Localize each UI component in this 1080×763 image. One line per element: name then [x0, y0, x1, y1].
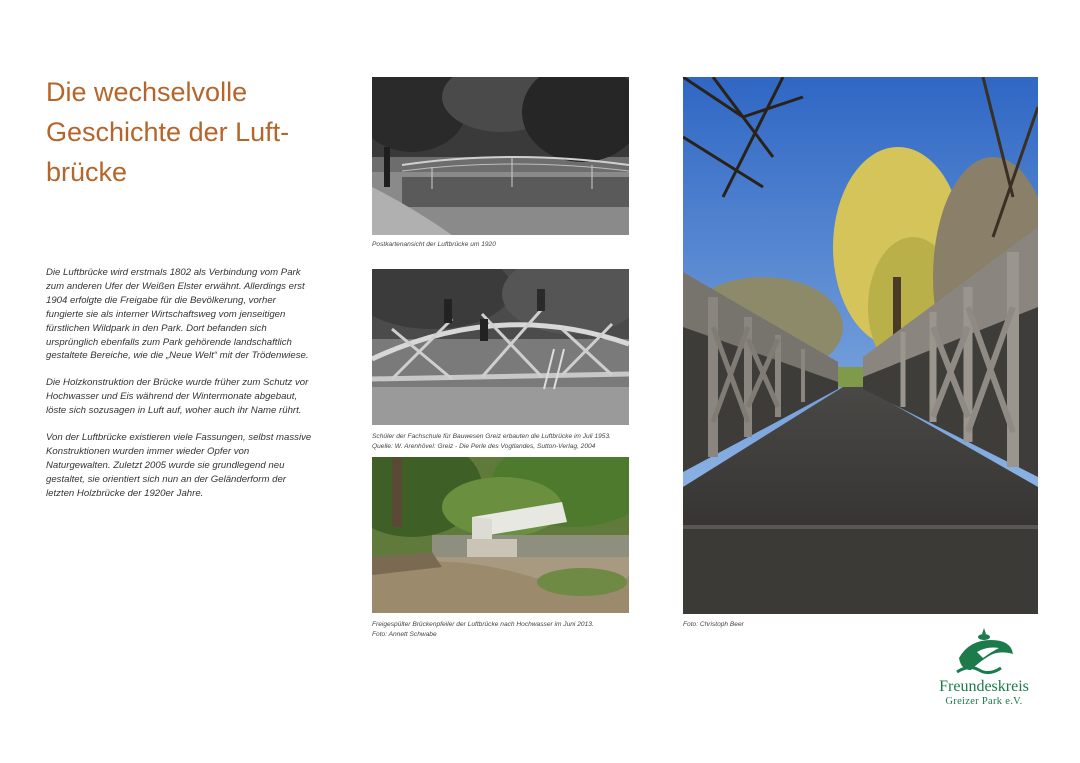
logo-subtitle: Greizer Park e.V. — [945, 696, 1023, 707]
title-line-2: Geschichte der Luft- — [46, 117, 290, 147]
page-title — [46, 72, 316, 192]
paragraph-3: Von der Luftbrücke existieren viele Fassungen, selbst massive Konstruktionen wurden immer wieder Opfer von Naturgewalten. Zuletzt 2005 wurde sie grundlegend neu gestaltet, sie orientiert sich nun an der Geländerform der letzten Holzbrücke der 1920er Jahre. — [46, 432, 312, 499]
caption-photo-2: Schüler der Fachschule für Bauwesen Greiz erbauten die Luftbrücke im Juli 1953. Quelle: W. Arenhövel: Greiz - Die Perle des Vogtlandes, Sutton-Verlag, 2004 — [372, 433, 611, 450]
photo-postcard-1920 — [372, 77, 629, 235]
freundeskreis-logo — [926, 626, 1042, 710]
photo-flood-2013 — [372, 457, 629, 613]
title-line-3: brücke — [46, 157, 128, 187]
leaf-crown-icon — [949, 626, 1019, 676]
caption-photo-3: Freigespülter Brückenpfeiler der Luftbrücke nach Hochwasser im Juni 2013. Foto: Annett Schwabe — [372, 621, 594, 638]
photo-bridge-modern — [683, 77, 1038, 614]
caption-photo-4: Foto: Christoph Beer — [683, 621, 744, 628]
paragraph-2: Die Holzkonstruktion der Brücke wurde früher zum Schutz vor Hochwasser und Eis während der Wintermonate abgebaut, löste sich sozusagen in Luft auf, woher auch ihr Name rührt. — [46, 377, 309, 417]
photo-construction-1953 — [372, 269, 629, 425]
body-text — [46, 266, 314, 514]
caption-photo-1: Postkartenansicht der Luftbrücke um 1920 — [372, 241, 496, 248]
paragraph-1: Die Luftbrücke wird erstmals 1802 als Verbindung vom Park zum anderen Ufer der Weißen Elster erwähnt. Allerdings erst 1904 erfolgte die Freigabe für die Bevölkerung, vorher fungierte sie als interner Wirtschaftsweg vom jenseitigen fürstlichen Wildpark in den Park. Dort befanden sich ursprünglich ebenfalls zum Park gehörende landschaftlich gestaltete Bereiche, wie die „Neue Welt“ mit der Trödenwiese. — [46, 267, 309, 362]
logo-name: Freundeskreis — [939, 678, 1029, 695]
title-line-1: Die wechselvolle — [46, 77, 248, 107]
